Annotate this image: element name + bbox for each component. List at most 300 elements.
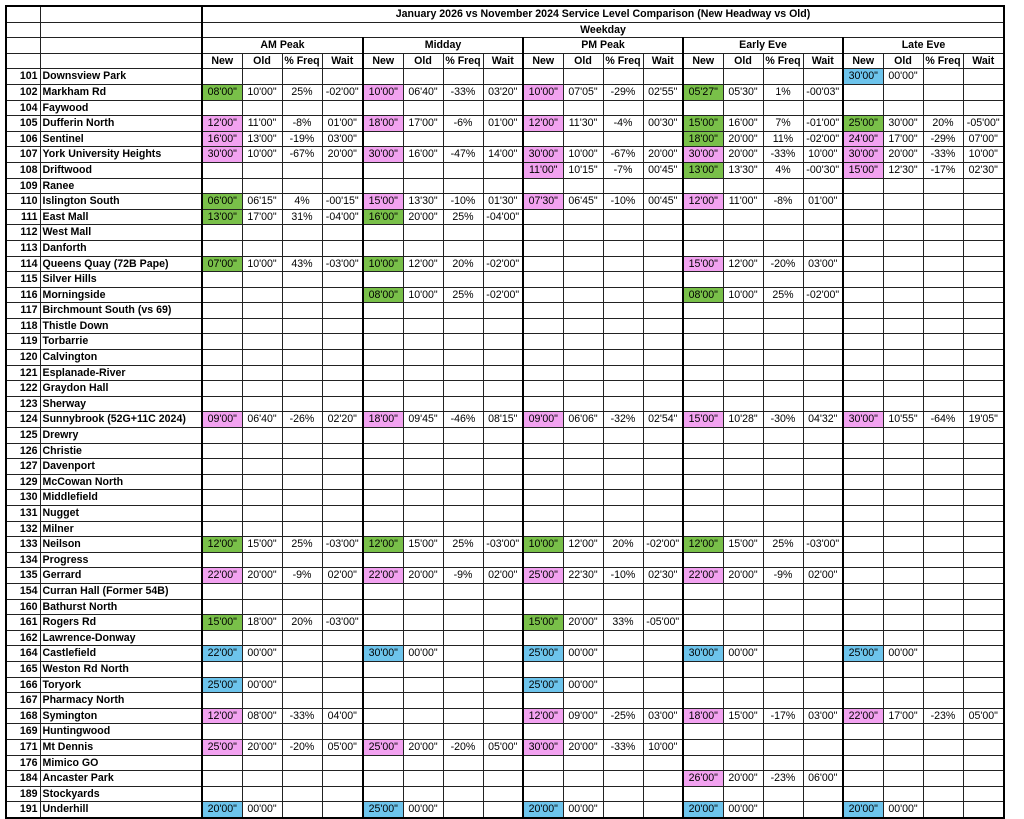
empty-cell[interactable] [643, 318, 683, 334]
empty-cell[interactable] [483, 506, 523, 522]
data-cell[interactable] [483, 802, 523, 818]
data-cell[interactable]: 10'00" [803, 147, 843, 163]
route-number[interactable]: 104 [6, 100, 40, 116]
empty-cell[interactable] [403, 630, 443, 646]
empty-cell[interactable] [563, 381, 603, 397]
empty-cell[interactable] [242, 786, 282, 802]
empty-cell[interactable] [843, 583, 883, 599]
data-cell[interactable]: 02'00" [483, 568, 523, 584]
data-cell[interactable]: 09'45" [403, 412, 443, 428]
empty-cell[interactable] [763, 506, 803, 522]
empty-cell[interactable] [683, 396, 723, 412]
route-number[interactable]: 119 [6, 334, 40, 350]
empty-cell[interactable] [883, 786, 923, 802]
route-name[interactable]: York University Heights [40, 147, 202, 163]
empty-cell[interactable] [643, 521, 683, 537]
empty-cell[interactable] [723, 178, 763, 194]
empty-cell[interactable] [403, 131, 443, 147]
data-cell[interactable]: 7% [763, 116, 803, 132]
empty-cell[interactable] [563, 474, 603, 490]
empty-cell[interactable] [803, 552, 843, 568]
data-cell[interactable]: -02'00" [803, 287, 843, 303]
empty-cell[interactable] [963, 583, 1004, 599]
data-cell[interactable]: 20'00" [843, 802, 883, 818]
empty-cell[interactable] [202, 771, 242, 787]
data-cell[interactable] [282, 646, 322, 662]
empty-cell[interactable] [723, 615, 763, 631]
route-name[interactable]: Lawrence-Donway [40, 630, 202, 646]
route-number[interactable]: 114 [6, 256, 40, 272]
empty-cell[interactable] [523, 350, 563, 366]
empty-cell[interactable] [443, 786, 483, 802]
empty-cell[interactable] [202, 583, 242, 599]
data-cell[interactable]: 00'00" [563, 646, 603, 662]
empty-cell[interactable] [322, 178, 363, 194]
empty-cell[interactable] [282, 69, 322, 85]
empty-cell[interactable] [443, 240, 483, 256]
empty-cell[interactable] [443, 724, 483, 740]
route-name[interactable]: East Mall [40, 209, 202, 225]
data-cell[interactable]: 11'00" [523, 162, 563, 178]
data-cell[interactable]: 17'00" [883, 708, 923, 724]
data-cell[interactable]: 30'00" [843, 412, 883, 428]
data-cell[interactable]: 1% [763, 84, 803, 100]
data-cell[interactable]: 20% [282, 615, 322, 631]
empty-cell[interactable] [563, 334, 603, 350]
route-number[interactable]: 184 [6, 771, 40, 787]
data-cell[interactable]: 03'20" [483, 84, 523, 100]
column-header[interactable]: Old [723, 53, 763, 69]
empty-cell[interactable] [363, 240, 403, 256]
data-cell[interactable]: 30'00" [843, 69, 883, 85]
empty-cell[interactable] [763, 209, 803, 225]
empty-cell[interactable] [723, 521, 763, 537]
column-header[interactable]: Wait [803, 53, 843, 69]
data-cell[interactable]: 02'00" [322, 568, 363, 584]
empty-cell[interactable] [723, 225, 763, 241]
empty-cell[interactable] [723, 396, 763, 412]
data-cell[interactable]: 20'00" [242, 568, 282, 584]
route-name[interactable]: Curran Hall (Former 54B) [40, 583, 202, 599]
route-name[interactable]: Sentinel [40, 131, 202, 147]
empty-cell[interactable] [443, 771, 483, 787]
empty-cell[interactable] [242, 474, 282, 490]
data-cell[interactable]: 10'00" [563, 147, 603, 163]
route-number[interactable]: 120 [6, 350, 40, 366]
period-header[interactable]: PM Peak [523, 38, 683, 54]
empty-cell[interactable] [603, 599, 643, 615]
empty-cell[interactable] [282, 334, 322, 350]
empty-cell[interactable] [763, 350, 803, 366]
empty-cell[interactable] [403, 162, 443, 178]
empty-cell[interactable] [282, 381, 322, 397]
empty-cell[interactable] [963, 521, 1004, 537]
empty-cell[interactable] [403, 708, 443, 724]
empty-cell[interactable] [202, 724, 242, 740]
data-cell[interactable]: -00'03" [803, 84, 843, 100]
empty-cell[interactable] [843, 350, 883, 366]
empty-cell[interactable] [483, 615, 523, 631]
data-cell[interactable]: 00'45" [643, 162, 683, 178]
empty-cell[interactable] [963, 490, 1004, 506]
data-cell[interactable]: 16'00" [202, 131, 242, 147]
route-name[interactable]: Neilson [40, 537, 202, 553]
empty-cell[interactable] [843, 100, 883, 116]
empty-cell[interactable] [923, 287, 963, 303]
data-cell[interactable]: 13'30" [403, 194, 443, 210]
route-number[interactable]: 118 [6, 318, 40, 334]
empty-cell[interactable] [603, 178, 643, 194]
empty-cell[interactable] [723, 350, 763, 366]
empty-cell[interactable] [643, 272, 683, 288]
empty-cell[interactable] [363, 69, 403, 85]
route-name[interactable]: Middlefield [40, 490, 202, 506]
empty-cell[interactable] [322, 334, 363, 350]
empty-cell[interactable] [923, 490, 963, 506]
period-header[interactable]: Early Eve [683, 38, 843, 54]
route-name[interactable]: Islington South [40, 194, 202, 210]
empty-cell[interactable] [363, 677, 403, 693]
route-name[interactable]: Milner [40, 521, 202, 537]
empty-cell[interactable] [883, 661, 923, 677]
column-header[interactable]: Wait [483, 53, 523, 69]
data-cell[interactable]: -10% [603, 568, 643, 584]
data-cell[interactable]: -02'00" [483, 287, 523, 303]
empty-cell[interactable] [523, 583, 563, 599]
empty-cell[interactable] [723, 69, 763, 85]
empty-cell[interactable] [282, 755, 322, 771]
empty-cell[interactable] [603, 428, 643, 444]
empty-cell[interactable] [523, 69, 563, 85]
data-cell[interactable]: 16'00" [363, 209, 403, 225]
empty-cell[interactable] [242, 396, 282, 412]
empty-cell[interactable] [683, 661, 723, 677]
empty-cell[interactable] [803, 693, 843, 709]
empty-cell[interactable] [443, 490, 483, 506]
empty-cell[interactable] [963, 661, 1004, 677]
empty-cell[interactable] [523, 428, 563, 444]
empty-cell[interactable] [403, 771, 443, 787]
empty-cell[interactable] [202, 381, 242, 397]
data-cell[interactable]: 13'00" [242, 131, 282, 147]
route-name[interactable]: Faywood [40, 100, 202, 116]
empty-cell[interactable] [883, 428, 923, 444]
data-cell[interactable]: 20% [443, 256, 483, 272]
data-cell[interactable]: 11% [763, 131, 803, 147]
data-cell[interactable]: 15'00" [683, 412, 723, 428]
route-number[interactable]: 132 [6, 521, 40, 537]
data-cell[interactable]: 17'00" [403, 116, 443, 132]
empty-cell[interactable] [683, 178, 723, 194]
data-cell[interactable] [282, 677, 322, 693]
empty-cell[interactable] [923, 272, 963, 288]
empty-cell[interactable] [363, 490, 403, 506]
empty-cell[interactable] [363, 661, 403, 677]
empty-cell[interactable] [723, 786, 763, 802]
empty-cell[interactable] [643, 428, 683, 444]
route-name[interactable]: Graydon Hall [40, 381, 202, 397]
empty-cell[interactable] [603, 552, 643, 568]
empty-cell[interactable] [603, 771, 643, 787]
empty-cell[interactable] [963, 303, 1004, 319]
empty-cell[interactable] [643, 178, 683, 194]
data-cell[interactable]: -17% [763, 708, 803, 724]
empty-cell[interactable] [322, 786, 363, 802]
data-cell[interactable]: 01'00" [803, 194, 843, 210]
empty-cell[interactable] [403, 661, 443, 677]
data-cell[interactable]: -46% [443, 412, 483, 428]
column-header[interactable]: Old [563, 53, 603, 69]
empty-cell[interactable] [883, 318, 923, 334]
empty-cell[interactable] [723, 209, 763, 225]
data-cell[interactable]: 04'00" [322, 708, 363, 724]
empty-cell[interactable] [483, 786, 523, 802]
data-cell[interactable]: 12'00" [202, 116, 242, 132]
empty-cell[interactable] [803, 272, 843, 288]
empty-cell[interactable] [443, 69, 483, 85]
empty-cell[interactable] [923, 739, 963, 755]
empty-cell[interactable] [763, 303, 803, 319]
empty-cell[interactable] [483, 661, 523, 677]
data-cell[interactable]: 10'00" [363, 84, 403, 100]
empty-cell[interactable] [483, 583, 523, 599]
table-title[interactable]: January 2026 vs November 2024 Service Level Comparison (New Headway vs Old) [202, 6, 1004, 22]
empty-cell[interactable] [443, 162, 483, 178]
data-cell[interactable]: 10'00" [523, 537, 563, 553]
empty-cell[interactable] [643, 381, 683, 397]
empty-cell[interactable] [242, 287, 282, 303]
route-name[interactable]: Calvington [40, 350, 202, 366]
data-cell[interactable]: 30'00" [202, 147, 242, 163]
empty-cell[interactable] [483, 225, 523, 241]
empty-cell[interactable] [322, 100, 363, 116]
period-header[interactable]: AM Peak [202, 38, 363, 54]
data-cell[interactable]: 10'00" [242, 256, 282, 272]
empty-cell[interactable] [763, 396, 803, 412]
data-cell[interactable]: 12'00" [202, 537, 242, 553]
empty-cell[interactable] [963, 334, 1004, 350]
data-cell[interactable]: -17% [923, 162, 963, 178]
empty-cell[interactable] [803, 521, 843, 537]
data-cell[interactable]: -02'00" [803, 131, 843, 147]
data-cell[interactable]: 26'00" [683, 771, 723, 787]
empty-cell[interactable] [763, 474, 803, 490]
empty-cell[interactable] [242, 693, 282, 709]
empty-cell[interactable] [643, 506, 683, 522]
empty-cell[interactable] [643, 786, 683, 802]
empty-cell[interactable] [843, 256, 883, 272]
empty-cell[interactable] [363, 583, 403, 599]
column-header[interactable]: New [202, 53, 242, 69]
empty-cell[interactable] [883, 537, 923, 553]
data-cell[interactable]: 22'00" [683, 568, 723, 584]
data-cell[interactable]: 30'00" [523, 739, 563, 755]
empty-cell[interactable] [242, 755, 282, 771]
route-number[interactable]: 101 [6, 69, 40, 85]
data-cell[interactable]: 4% [763, 162, 803, 178]
data-cell[interactable]: 10'00" [723, 287, 763, 303]
empty-cell[interactable] [403, 677, 443, 693]
route-name[interactable]: Castlefield [40, 646, 202, 662]
data-cell[interactable] [963, 69, 1004, 85]
empty-cell[interactable] [883, 521, 923, 537]
empty-cell[interactable] [202, 100, 242, 116]
data-cell[interactable]: 20'00" [403, 739, 443, 755]
data-cell[interactable]: 00'00" [242, 677, 282, 693]
data-cell[interactable]: 00'00" [403, 646, 443, 662]
empty-cell[interactable] [843, 693, 883, 709]
empty-cell[interactable] [843, 724, 883, 740]
empty-cell[interactable] [883, 225, 923, 241]
empty-cell[interactable] [202, 303, 242, 319]
empty-cell[interactable] [923, 506, 963, 522]
empty-cell[interactable] [322, 459, 363, 475]
empty-cell[interactable] [483, 724, 523, 740]
empty-cell[interactable] [603, 506, 643, 522]
empty-cell[interactable] [242, 178, 282, 194]
empty-cell[interactable] [683, 786, 723, 802]
data-cell[interactable]: 15'00" [242, 537, 282, 553]
period-header[interactable]: Late Eve [843, 38, 1004, 54]
empty-cell[interactable] [923, 786, 963, 802]
empty-cell[interactable] [763, 272, 803, 288]
route-name[interactable]: Dufferin North [40, 116, 202, 132]
empty-cell[interactable] [202, 693, 242, 709]
empty-cell[interactable] [643, 131, 683, 147]
empty-cell[interactable] [483, 381, 523, 397]
empty-cell[interactable] [483, 69, 523, 85]
empty-cell[interactable] [403, 552, 443, 568]
empty-cell[interactable] [483, 240, 523, 256]
data-cell[interactable]: 30'00" [363, 646, 403, 662]
empty-cell[interactable] [282, 599, 322, 615]
empty-cell[interactable] [322, 69, 363, 85]
empty-cell[interactable] [723, 272, 763, 288]
empty-cell[interactable] [563, 630, 603, 646]
empty-cell[interactable] [683, 615, 723, 631]
data-cell[interactable]: -04'00" [322, 209, 363, 225]
route-number[interactable]: 130 [6, 490, 40, 506]
empty-cell[interactable] [483, 521, 523, 537]
empty-cell[interactable] [643, 100, 683, 116]
empty-cell[interactable] [282, 661, 322, 677]
empty-cell[interactable] [282, 287, 322, 303]
empty-cell[interactable] [843, 521, 883, 537]
empty-cell[interactable] [282, 350, 322, 366]
empty-cell[interactable] [643, 365, 683, 381]
empty-cell[interactable] [563, 318, 603, 334]
empty-cell[interactable] [923, 771, 963, 787]
data-cell[interactable]: -29% [923, 131, 963, 147]
empty-cell[interactable] [563, 521, 603, 537]
empty-cell[interactable] [363, 771, 403, 787]
empty-cell[interactable] [843, 755, 883, 771]
empty-cell[interactable] [242, 599, 282, 615]
empty-cell[interactable] [443, 459, 483, 475]
empty-cell[interactable] [202, 350, 242, 366]
empty-cell[interactable] [483, 443, 523, 459]
data-cell[interactable]: 15'00" [523, 615, 563, 631]
empty-cell[interactable] [363, 350, 403, 366]
empty-cell[interactable] [763, 100, 803, 116]
empty-cell[interactable] [963, 630, 1004, 646]
empty-cell[interactable] [563, 443, 603, 459]
data-cell[interactable]: 20'00" [563, 739, 603, 755]
empty-cell[interactable] [883, 677, 923, 693]
empty-cell[interactable] [723, 490, 763, 506]
empty-cell[interactable] [563, 131, 603, 147]
empty-cell[interactable] [603, 131, 643, 147]
empty-cell[interactable] [603, 474, 643, 490]
empty-cell[interactable] [242, 350, 282, 366]
empty-cell[interactable] [963, 100, 1004, 116]
empty-cell[interactable] [683, 240, 723, 256]
empty-cell[interactable] [483, 599, 523, 615]
data-cell[interactable]: 13'30" [723, 162, 763, 178]
empty-cell[interactable] [523, 506, 563, 522]
empty-cell[interactable] [923, 84, 963, 100]
empty-cell[interactable] [963, 225, 1004, 241]
data-cell[interactable]: 09'00" [523, 412, 563, 428]
empty-cell[interactable] [322, 474, 363, 490]
empty-cell[interactable] [963, 474, 1004, 490]
empty-cell[interactable] [563, 599, 603, 615]
empty-cell[interactable] [443, 318, 483, 334]
corner-cell[interactable] [6, 22, 40, 38]
data-cell[interactable]: 02'30" [643, 568, 683, 584]
data-cell[interactable]: 06'00" [202, 194, 242, 210]
empty-cell[interactable] [242, 100, 282, 116]
route-name[interactable]: Huntingwood [40, 724, 202, 740]
empty-cell[interactable] [643, 630, 683, 646]
empty-cell[interactable] [843, 84, 883, 100]
data-cell[interactable]: -64% [923, 412, 963, 428]
empty-cell[interactable] [843, 381, 883, 397]
empty-cell[interactable] [803, 303, 843, 319]
empty-cell[interactable] [523, 209, 563, 225]
empty-cell[interactable] [923, 318, 963, 334]
empty-cell[interactable] [363, 162, 403, 178]
route-number[interactable]: 160 [6, 599, 40, 615]
empty-cell[interactable] [403, 693, 443, 709]
empty-cell[interactable] [322, 724, 363, 740]
empty-cell[interactable] [202, 443, 242, 459]
data-cell[interactable]: -03'00" [483, 537, 523, 553]
empty-cell[interactable] [803, 443, 843, 459]
data-cell[interactable]: 22'00" [202, 568, 242, 584]
empty-cell[interactable] [803, 490, 843, 506]
empty-cell[interactable] [803, 350, 843, 366]
empty-cell[interactable] [683, 739, 723, 755]
data-cell[interactable]: 00'00" [723, 646, 763, 662]
empty-cell[interactable] [282, 303, 322, 319]
data-cell[interactable]: 12'00" [523, 116, 563, 132]
empty-cell[interactable] [923, 537, 963, 553]
data-cell[interactable]: 15'00" [363, 194, 403, 210]
data-cell[interactable]: 02'55" [643, 84, 683, 100]
data-cell[interactable]: 10'00" [242, 84, 282, 100]
empty-cell[interactable] [643, 724, 683, 740]
data-cell[interactable]: 02'54" [643, 412, 683, 428]
data-cell[interactable]: -19% [282, 131, 322, 147]
data-cell[interactable]: -67% [603, 147, 643, 163]
empty-cell[interactable] [683, 521, 723, 537]
empty-cell[interactable] [363, 506, 403, 522]
empty-cell[interactable] [883, 272, 923, 288]
empty-cell[interactable] [963, 615, 1004, 631]
data-cell[interactable]: 09'00" [563, 708, 603, 724]
empty-cell[interactable] [843, 287, 883, 303]
